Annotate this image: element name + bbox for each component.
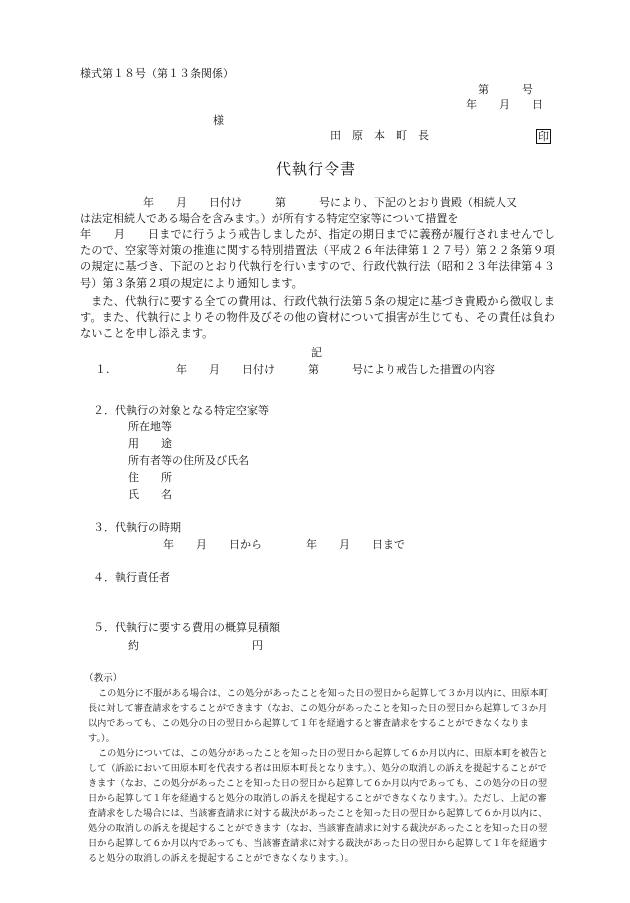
form-number: 様式第１８号（第１３条関係）	[80, 67, 234, 80]
date-line: 年 月 日	[466, 98, 543, 111]
seal-mark: 印	[538, 130, 549, 143]
item-2-owner: 所有者等の住所及び氏名	[128, 454, 249, 467]
item-1-text: 年 月 日付け 第 号により戒告した措置の内容	[176, 363, 495, 376]
notice-body	[88, 686, 553, 866]
notice-paragraph-2: この処分については、この処分があったことを知った日の翌日から起算して６か月以内に、田原本町を被告として（訴訟において田原本町を代表する者は田原本町長となります。）、処分の取消しの訴えを提起することができます（なお、この処分があったことを知った日の翌日から起算して６か月以内であっても、この処分の日の翌日から起算して１年を経過すると処分の取消しの訴えを提起することができなくなります。）。ただし、上記の審査請求をした場合には、当該審査請求に対する裁決があったことを知った日の翌日から起算して６か月以内に、処分の取消しの訴えを提起することができます（なお、当該審査請求に対する裁決があったことを知った日の翌日から起算して６か月以内であっても、当該審査請求に対する裁決があった日の翌日から起算して１年を経過すると処分の取消しの訴えを提起することができなくなります。）。	[88, 748, 548, 864]
item-3-period: 年 月 日から 年 月 日まで	[163, 538, 405, 551]
body-paragraph-1: 年 月 日までに行うよう戒告しましたが、指定の期日までに義務が履行されませんでしたので、空家等対策の推進に関する特別措置法（平成２６年法律第１２７号）第２２条第９項の規定に基づき、下記のとおり代執行を行いますので、行政代執行法（昭和２３年法律第４３号）第３条第２項の規定により通知します。	[80, 228, 555, 290]
item-2-address: 住 所	[128, 471, 172, 484]
item-2-location: 所在地等	[128, 420, 172, 433]
item-5-approx: 約	[128, 639, 139, 652]
notice-heading: （教示）	[84, 673, 123, 684]
item-2-label: ２．代執行の対象となる特定空家等	[93, 404, 269, 417]
item-5-label: ５．代執行に要する費用の概算見積額	[93, 621, 280, 634]
notice-paragraph-1: この処分に不服がある場合は、この処分があったことを知った日の翌日から起算して３か月以内に、田原本町長に対して審査請求をすることができます（なお、この処分があったことを知った日の翌日から起算して３か月以内であっても、この処分の日の翌日から起算して１年を経過すると審査請求をすることができなくなります。）。	[88, 688, 549, 744]
body-line-1: 年 月 日付け 第 号により、下記のとおり貴殿（相続人又	[143, 196, 517, 209]
document-title: 代執行令書	[276, 160, 357, 178]
ki-heading: 記	[311, 346, 322, 359]
body-paragraph-2: また、代執行に要する全ての費用は、行政代執行法第５条の規定に基づき貴殿から徴収します。また、代執行によりその物件及びその他の資材について損害が生じても、その責任は負わないことを申し添えます。	[80, 295, 555, 341]
item-2-use: 用 途	[128, 437, 172, 450]
item-5-yen: 円	[252, 639, 263, 652]
document-number-line: 第 号	[478, 83, 533, 96]
item-2-name: 氏 名	[128, 488, 172, 501]
item-4-label: ４．執行責任者	[93, 571, 170, 584]
addressee-suffix: 様	[213, 114, 224, 127]
item-1-number: １.	[95, 363, 110, 376]
issuer-name: 田 原 本 町 長	[330, 129, 429, 142]
item-3-label: ３．代執行の時期	[93, 521, 181, 534]
body-line-2: は法定相続人である場合を含みます。）が所有する特定空家等について措置を	[80, 212, 459, 225]
